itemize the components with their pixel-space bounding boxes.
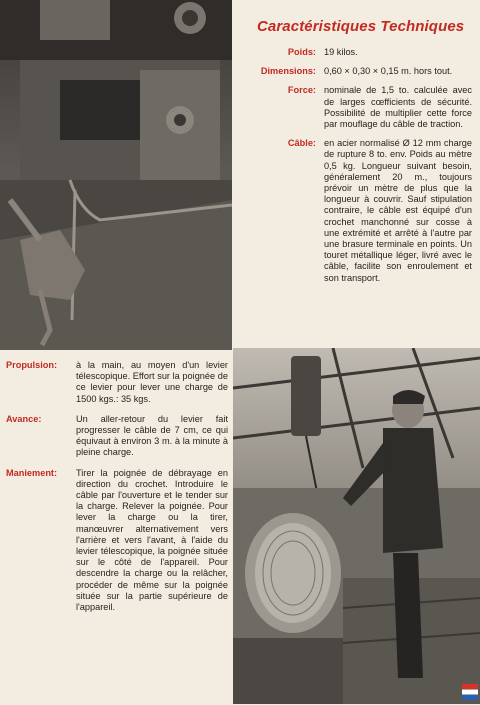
spec-value: 0,60 × 0,30 × 0,15 m. hors tout. xyxy=(324,66,453,77)
specs-title: Caractéristiques Techniques xyxy=(257,18,465,35)
spec-label: Force: xyxy=(287,85,316,96)
machine-photo xyxy=(0,0,232,350)
op-label: Maniement: xyxy=(6,467,58,478)
spec-label: Poids: xyxy=(287,47,316,57)
spec-row-dimensions xyxy=(244,66,472,77)
spec-value: 19 kilos. xyxy=(324,47,358,57)
op-label: Avance: xyxy=(6,413,42,424)
op-value: Tirer la poignée de débrayage en direction du crochet. Introduire le câble par l'ouverture et le tender sur la charge. Relever la poignée. Pour lever la charge ou la tirer, manœuvrer alternativement vers l'arrière et vers l'avant, à l'aide du levier télescopique, la poignée située sur le côté de l'appareil. Pour descendre la charge ou la relâcher, procéder de même sur la poignée située sur la partie supérieure de l'appareil. xyxy=(76,467,228,613)
spec-value: nominale de 1,5 to. calculée avec de larges cœfficients de sécurité. Possibilité de multiplier cette force par mouflage du câble de traction. xyxy=(324,85,472,130)
spec-value: en acier normalisé Ø 12 mm charge de rupture 8 to. env. Poids au mètre 0,5 kg. Longueur suivant besoin, généralement 20 m., toujours prévoir un mètre de plus que la longueur à couvrir. Sauf stipulation contraire, le câble est équipé d'un crochet manchonné sur cosse à une extrémité et arrêté à l'autre par une brasure terminale en points. Un touret métallique léger, livré avec le câble, facilite son enroulement et son transport. xyxy=(324,138,472,283)
op-value: Un aller-retour du levier fait progresser le câble de 7 cm, ce qui équivaut à environ 3 m. à la minute à pleine charge. xyxy=(76,413,228,458)
op-row-propulsion xyxy=(6,360,228,405)
op-label: Propulsion: xyxy=(6,360,58,370)
spec-row-poids xyxy=(244,47,472,58)
op-row-maniement xyxy=(6,468,228,614)
op-value: à la main, au moyen d'un levier télescopique. Effort sur la poignée de ce levier pour lever une charge de 1500 kgs.: 35 kgs. xyxy=(76,360,228,404)
technical-specs xyxy=(244,18,472,292)
corner-logo-icon xyxy=(462,684,478,700)
spec-row-force xyxy=(244,85,472,130)
spec-label: Dimensions: xyxy=(260,66,316,77)
operator-photo xyxy=(233,348,480,704)
operation-details xyxy=(6,360,228,622)
spec-row-cable xyxy=(244,138,472,284)
spec-label: Câble: xyxy=(287,138,316,149)
op-row-avance xyxy=(6,414,228,459)
